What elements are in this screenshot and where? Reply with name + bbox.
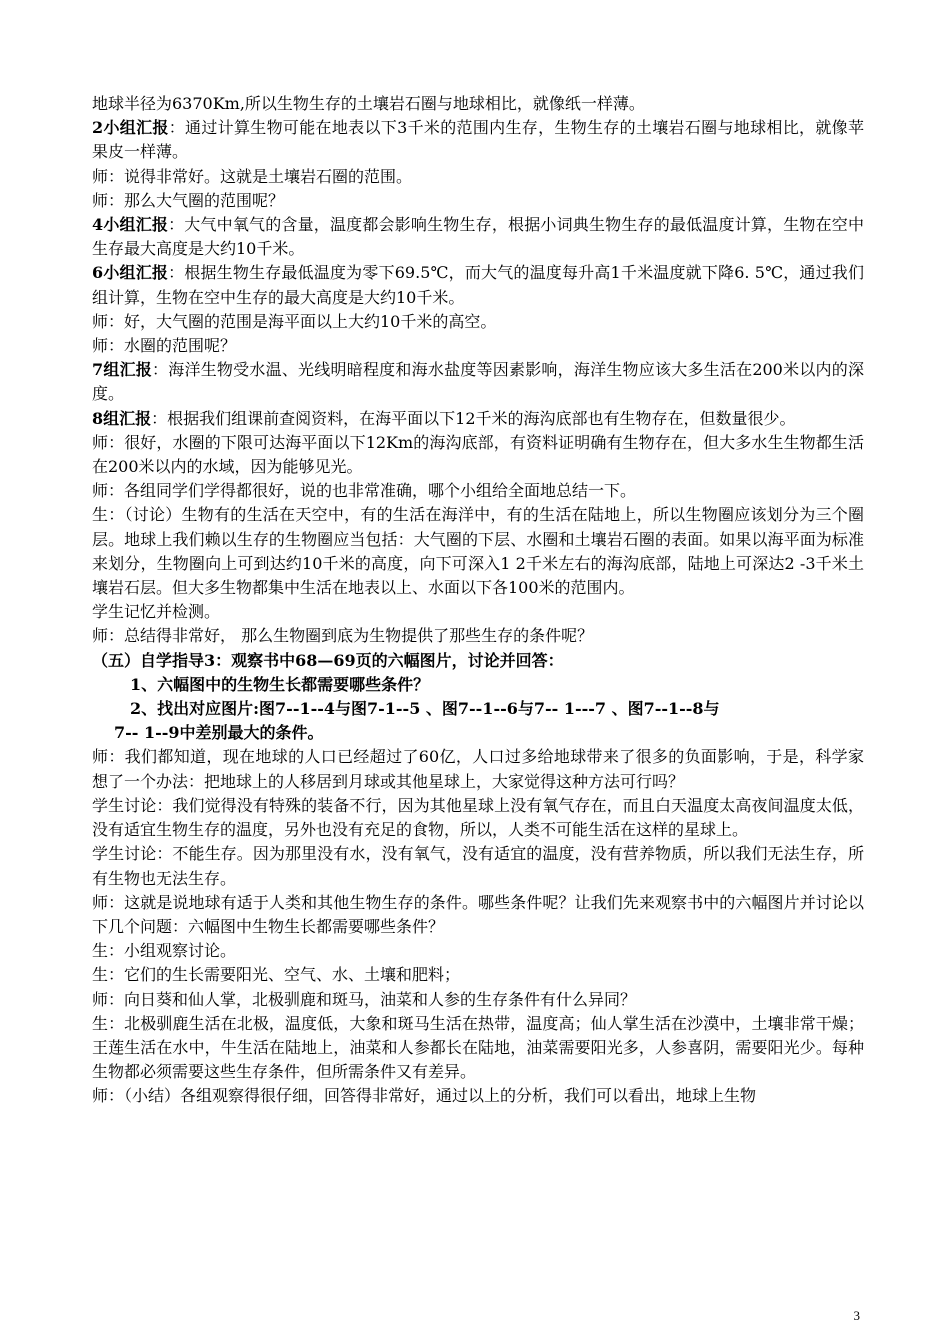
- dialogue-5: 生：小组观察讨论。: [92, 941, 237, 961]
- paragraph-text: ：根据我们组课前查阅资料，在海平面以下12千米的海沟底部也有生物存在，但数量很少。: [151, 408, 796, 428]
- question-1: 1、六幅图中的生物生长都需要哪些条件？: [130, 674, 430, 694]
- report-label: 6小组汇报: [92, 263, 169, 283]
- paragraph-10: [92, 407, 864, 431]
- dialogue-3: 学生讨论：不能生存。因为那里没有水，没有氧气，没有适宜的温度，没有营养物质，所以我们无法生存，所有生物也无法生存。: [92, 844, 864, 888]
- dialogue-6: 生：它们的生长需要阳光、空气、水、土壤和肥料；: [92, 965, 461, 985]
- paragraph-text: 学生记忆并检测。: [92, 602, 221, 622]
- dialogue-7: 师：向日葵和仙人掌，北极驯鹿和斑马，油菜和人参的生存条件有什么异同？: [92, 989, 637, 1009]
- paragraph-5: [92, 213, 864, 261]
- paragraph-text: ：根据生物生存最低温度为零下69.5℃，而大气的温度每升高1千米温度就下降6. 5℃，通过我们组计算，生物在空中生存的最大高度是大约10千米。: [92, 263, 864, 307]
- paragraph-6: [92, 261, 864, 309]
- dialogue-9: 师：（小结）各组观察得很仔细，回答得非常好，通过以上的分析，我们可以看出，地球上生物: [92, 1086, 757, 1106]
- question-2: 2、找出对应图片:图7--1--4与图7-1--5 、图7--1--6与7-- 1---7 、图7--1--8与: [130, 699, 720, 719]
- paragraph-14: [92, 600, 864, 624]
- paragraph-text: 地球半径为6370Km,所以生物生存的土壤岩石圈与地球相比，就像纸一样薄。: [92, 94, 645, 113]
- report-label: 2小组汇报: [92, 118, 169, 138]
- paragraph-11: [92, 431, 864, 479]
- report-label: 4小组汇报: [92, 215, 169, 235]
- section-heading: （五）自学指导3：观察书中68—69页的六幅图片，讨论并回答：: [92, 650, 564, 670]
- report-label: 7组汇报: [92, 360, 153, 380]
- paragraph-text: 师：那么大气圈的范围呢？: [92, 190, 285, 210]
- paragraph-12: [92, 479, 864, 503]
- paragraph-3: [92, 165, 864, 189]
- paragraph-text: ：通过计算生物可能在地表以下3千米的范围内生存，生物生存的土壤岩石圈与地球相比，就像苹果皮一样薄。: [92, 118, 864, 162]
- document-page: [92, 92, 864, 1109]
- page-number: 3: [853, 1308, 860, 1323]
- paragraph-8: [92, 334, 864, 358]
- paragraph-text: 师：好，大气圈的范围是海平面以上大约10千米的高空。: [92, 311, 497, 331]
- dialogue-2: 学生讨论：我们觉得没有特殊的装备不行，因为其他星球上没有氧气存在，而且白天温度太高夜间温度太低，没有适宜生物生存的温度，另外也没有充足的食物，所以，人类不可能生活在这样的星球上。: [92, 795, 864, 840]
- dialogue-4: 师：这就是说地球有适于人类和其他生物生存的条件。哪些条件呢？让我们先来观察书中的六幅图片并讨论以下几个问题：六幅图中生物生长都需要哪些条件？: [92, 892, 864, 936]
- paragraph-2: [92, 116, 864, 164]
- paragraph-text: 生：（讨论）生物有的生活在天空中，有的生活在海洋中，有的生活在陆地上，所以生物圈应该划分为三个圈层。地球上我们赖以生存的生物圈应当包括：大气圈的下层、水圈和土壤岩石圈的表面。如果以海平面为标准来划分，生物圈向上可到达约10千米的高度，向下可深入1 2千米左右的海沟底部，陆地上可深达2 -3千米土壤岩石层。但大多生物都集中生活在地表以上、水面以下各100米的范围内。: [92, 505, 864, 598]
- paragraph-text: 师：各组同学们学得都很好，说的也非常准确，哪个小组给全面地总结一下。: [92, 481, 637, 501]
- question-2-continued: 7-- 1--9中差别最大的条件。: [114, 723, 324, 743]
- paragraph-13: [92, 503, 864, 600]
- report-label: 8组汇报: [92, 408, 152, 428]
- dialogue-1: 师：我们都知道，现在地球的人口已经超过了60亿，人口过多给地球带来了很多的负面影响，于是，科学家想了一个办法：把地球上的人移居到月球或其他星球上，大家觉得这种方法可行吗？: [92, 747, 864, 791]
- paragraph-1: [92, 92, 864, 116]
- paragraph-9: [92, 358, 864, 406]
- paragraph-15: [92, 624, 864, 648]
- paragraph-text: 师：很好，水圈的下限可达海平面以下12Km的海沟底部，有资料证明确有生物存在，但大多水生生物都生活在200米以内的水域，因为能够见光。: [92, 432, 864, 477]
- dialogue-8: 生：北极驯鹿生活在北极，温度低，大象和斑马生活在热带，温度高；仙人掌生活在沙漠中，土壤非常干燥；王莲生活在水中，牛生活在陆地上，油菜和人参都长在陆地，油菜需要阳光多，人参喜阴，需要阳光少。每种生物都必须需要这些生存条件，但所需条件又有差异。: [92, 1013, 864, 1082]
- paragraph-text: 师：水圈的范围呢？: [92, 336, 237, 356]
- paragraph-7: [92, 310, 864, 334]
- paragraph-text: ：大气中氧气的含量，温度都会影响生物生存，根据小词典生物生存的最低温度计算，生物在空中生存最大高度是大约10千米。: [92, 215, 864, 259]
- paragraph-text: 师：总结得非常好， 那么生物圈到底为生物提供了那些生存的条件呢？: [92, 626, 594, 646]
- paragraph-4: [92, 189, 864, 213]
- paragraph-text: 师：说得非常好。这就是土壤岩石圈的范围。: [92, 166, 413, 186]
- paragraph-text: ：海洋生物受水温、光线明暗程度和海水盐度等因素影响，海洋生物应该大多生活在200米以内的深度。: [92, 360, 864, 404]
